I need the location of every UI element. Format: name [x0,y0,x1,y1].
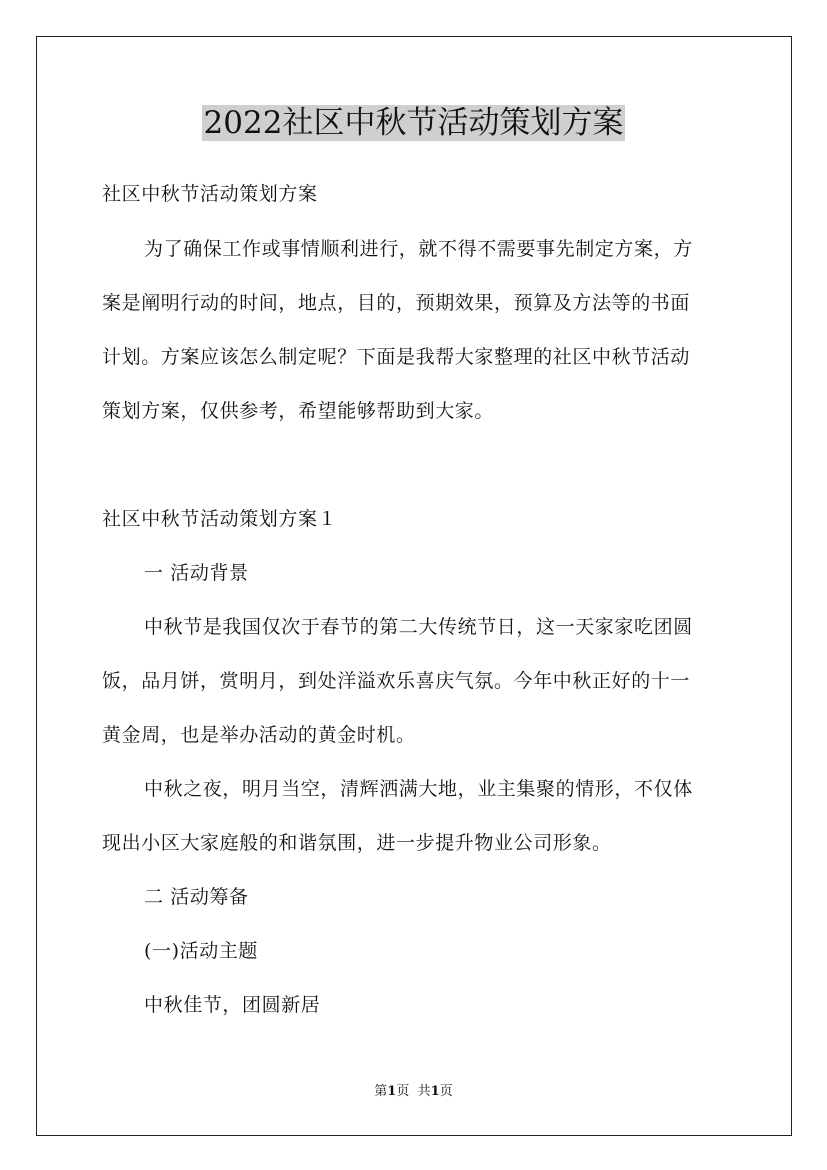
background-line-2: 饭，品月饼，赏明月，到处洋溢欢乐喜庆气氛。今年中秋正好的十一 [102,670,691,692]
intro-line-1: 为了确保工作或事情顺利进行，就不得不需要事先制定方案，方 [144,238,693,260]
heading-activity-preparation: 二 活动筹备 [144,886,249,908]
subtitle-line: 社区中秋节活动策划方案 [102,183,318,205]
background-line-4: 中秋之夜，明月当空，清辉洒满大地，业主集聚的情形，不仅体 [144,778,693,800]
intro-line-2: 案是阐明行动的时间，地点，目的，预期效果，预算及方法等的书面 [102,292,691,314]
page-footer: 第1页 共1页 [374,1084,453,1099]
intro-line-4: 策划方案，仅供参考，希望能够帮助到大家。 [102,400,495,422]
background-line-1: 中秋节是我国仅次于春节的第二大传统节日，这一天家家吃团圆 [144,616,693,638]
theme-text: 中秋佳节，团圆新居 [144,994,321,1016]
intro-line-3: 计划。方案应该怎么制定呢？下面是我帮大家整理的社区中秋节活动 [102,346,691,368]
background-line-3: 黄金周，也是举办活动的黄金时机。 [102,724,416,746]
heading-activity-background: 一 活动背景 [144,562,249,584]
section-heading-1: 社区中秋节活动策划方案１ [102,508,338,530]
background-line-5: 现出小区大家庭般的和谐氛围，进一步提升物业公司形象。 [102,832,612,854]
document-title: 2022社区中秋节活动策划方案 [203,105,624,141]
heading-activity-theme: (一)活动主题 [144,940,259,962]
